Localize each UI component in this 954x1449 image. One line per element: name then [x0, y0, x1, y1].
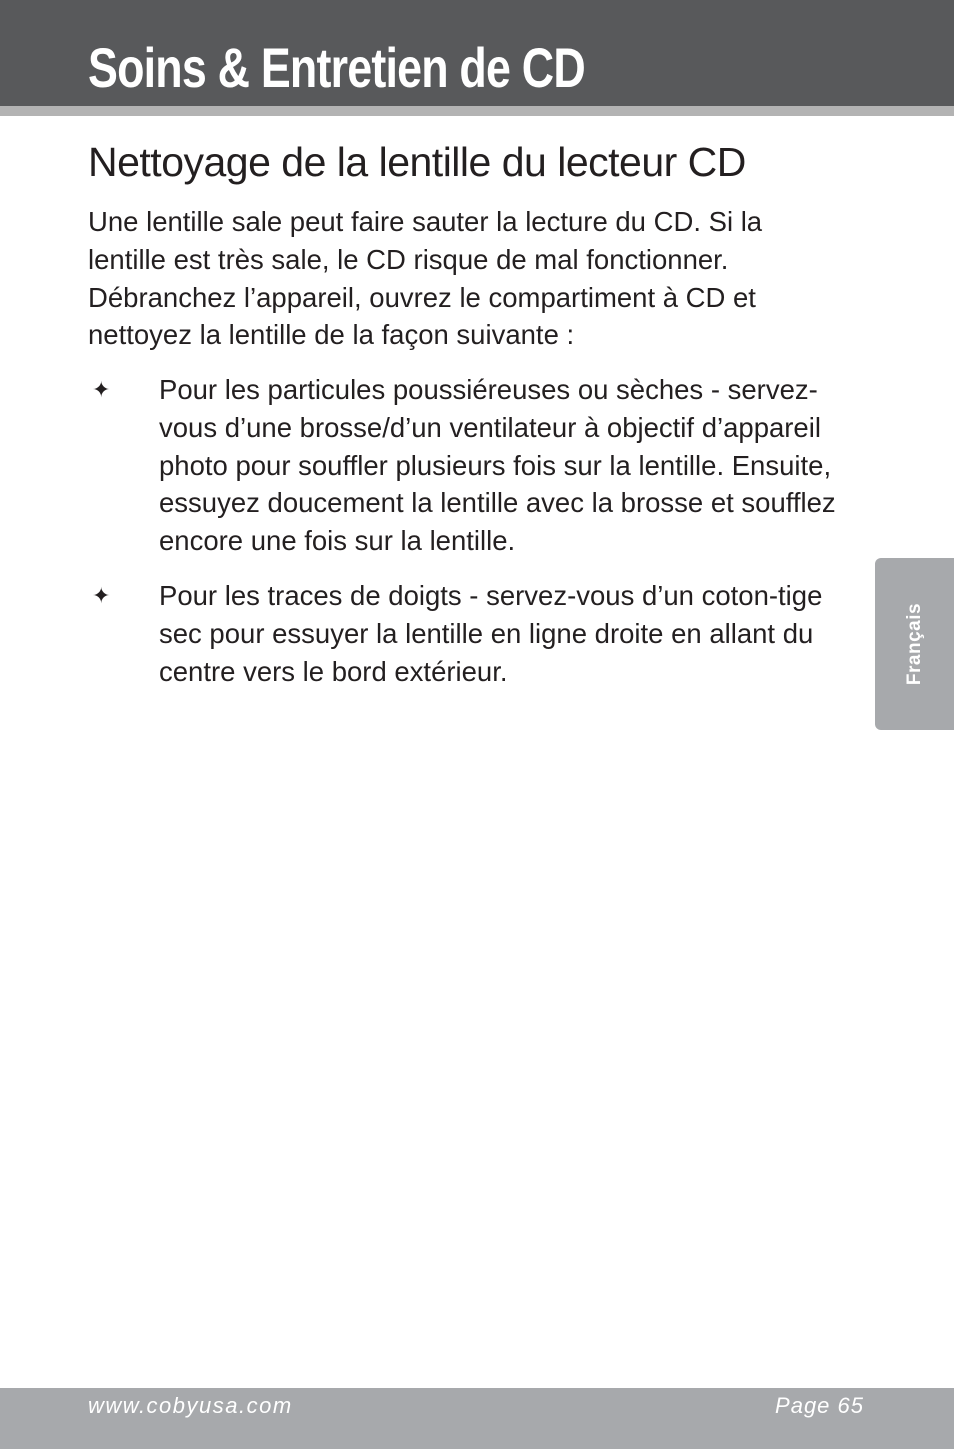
- header-rule: [0, 106, 954, 116]
- four-point-star-icon: ✦: [92, 377, 111, 402]
- language-tab-label: Français: [903, 602, 925, 686]
- bullet-text: Pour les traces de doigts - servez-vous d’un coton-tige sec pour essuyer la lentille en ligne droite en allant du centre vers le bord extérieur.: [159, 579, 823, 687]
- four-point-star-icon: ✦: [92, 582, 111, 608]
- page-number: Page 65: [775, 1393, 864, 1418]
- bullet-list: [88, 371, 868, 690]
- list-item: [88, 371, 868, 560]
- list-item: [88, 577, 868, 690]
- footer-url: www.cobyusa.com: [88, 1393, 293, 1418]
- section-heading: Nettoyage de la lentille du lecteur CD: [88, 139, 746, 185]
- language-tab: [875, 558, 954, 730]
- page-title: Soins & Entretien de CD: [88, 36, 585, 99]
- bullet-text: Pour les particules poussiéreuses ou sèches - servez-vous d’une brosse/d’un ventilateur à objectif d’appareil photo pour souffler plusieurs fois sur la lentille. Ensuite, essuyez doucement la lentille avec la brosse et soufflez encore une fois sur la lentille.: [159, 374, 836, 557]
- intro-paragraph: Une lentille sale peut faire sauter la lecture du CD. Si la lentille est très sale, le CD risque de mal fonctionner. Débranchez l’appareil, ouvrez le compartiment à CD et nettoyez la lentille de la façon suivante :: [88, 206, 763, 351]
